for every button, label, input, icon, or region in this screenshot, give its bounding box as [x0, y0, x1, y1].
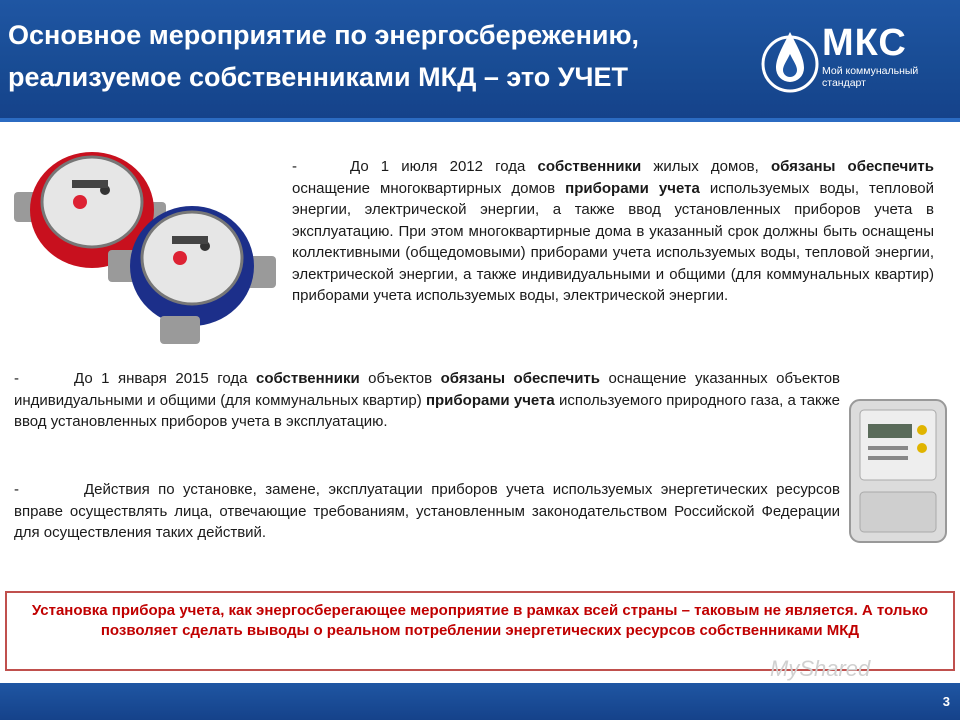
water-meters-image [10, 140, 280, 350]
bold-segment: собственники [255, 370, 360, 387]
bold-segment: обязаны обеспечить [440, 370, 600, 387]
header-stripe [0, 118, 960, 122]
text-segment: жилых домов, [641, 158, 771, 175]
text-segment: До 1 июля 2012 года [350, 158, 538, 175]
paragraph-gas [14, 368, 840, 433]
text-segment: До 1 января 2015 года [74, 370, 256, 387]
text-segment: используемых воды, тепловой энергии, электрической энергии, а также ввод установленных приборов учета в эксплуатацию. При этом многоквартирные дома в указанный срок должны быть оснащены коллективными (общедомовыми) приборами учета используемых воды, тепловой энергии, электрической энергии, а также индивидуальными и общими (для коммунальных квартир) приборами учета используемых воды, электрической энергии. [292, 179, 934, 304]
mks-logo [760, 10, 938, 106]
bold-segment: приборами учета [565, 179, 700, 197]
bold-segment: собственники [537, 158, 642, 175]
paragraph-water-heat-electricity [292, 156, 934, 307]
text-segment: оснащение указанных объектов индивидуальными и общими (для коммунальных квартир) [14, 370, 841, 409]
page-title [8, 14, 748, 98]
drop-logo-icon [760, 14, 820, 104]
logo-text: МКС [822, 22, 907, 64]
bullet-dash: - [14, 481, 19, 498]
title-line-1: Основное мероприятие по энергосбережению, [8, 20, 640, 50]
bold-segment: приборами учета [425, 391, 555, 409]
logo-subtitle: Мой коммунальный стандарт [822, 65, 919, 89]
text-segment: Действия по установке, замене, эксплуатации приборов учета используемых энергетических ресурсов вправе осуществлять лица, отвечающие требованиям, установленным законодательством Российской Федерации для осуществления таких действий. [14, 481, 840, 541]
electric-meter-image [846, 396, 950, 546]
header-bar [0, 0, 960, 118]
watermark: MyShared [770, 656, 871, 681]
title-line-2: реализуемое собственниками МКД – это УЧЕТ [8, 62, 629, 92]
paragraph-installation [14, 479, 840, 544]
footer-bar [0, 683, 960, 720]
bold-segment: обязаны обеспечить [770, 158, 934, 175]
bullet-dash: - [292, 158, 297, 175]
notice-text: Установка прибора учета, как энергосберегающее мероприятие в рамках всей страны – таковым не является. А только позволяет сделать выводы о реальном потреблении энергетических ресурсов собственниками МКД [31, 602, 929, 639]
text-segment: объектов [359, 370, 441, 387]
text-segment: оснащение многоквартирных домов [292, 179, 566, 197]
text-segment: используемого природного газа, а также ввод установленных приборов учета в эксплуатацию. [14, 391, 841, 430]
bullet-dash: - [14, 370, 19, 387]
page-number: 3 [942, 694, 950, 709]
